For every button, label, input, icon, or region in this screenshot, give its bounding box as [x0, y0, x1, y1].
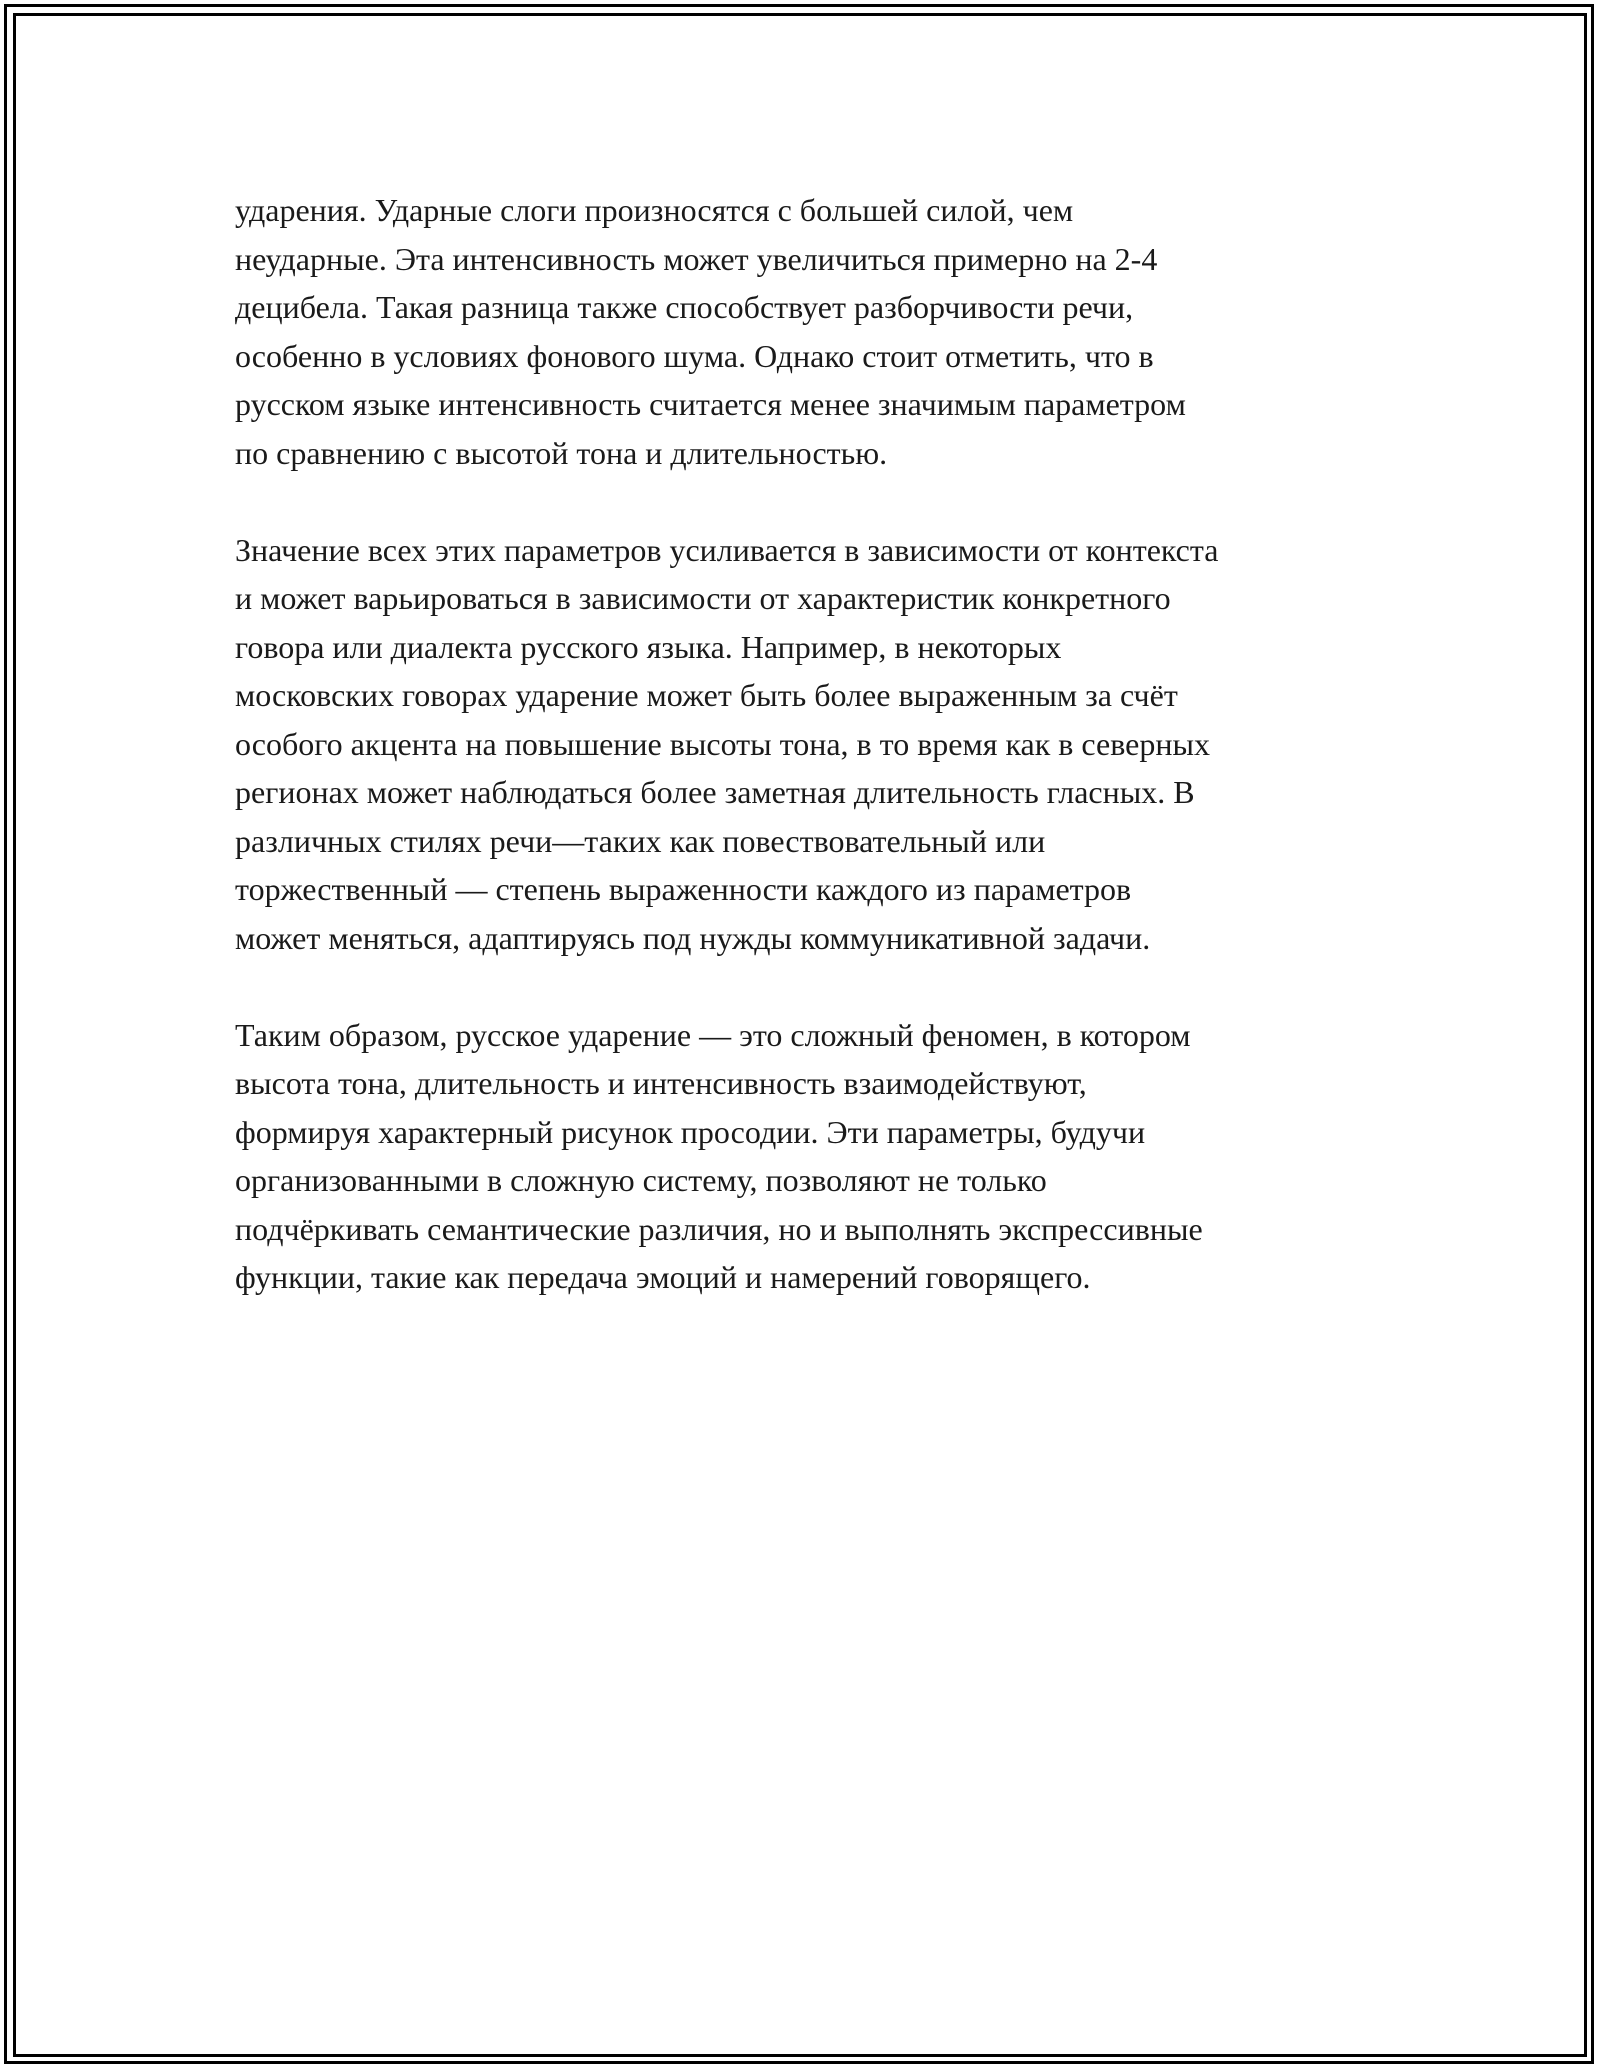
paragraph-intensity: ударения. Ударные слоги произносятся с большей силой, чем неударные. Эта интенсивность может увеличиться примерно на 2-4 децибела. Такая разница также способствует разборчивости речи, особенно в условиях фонового шума. Однако стоит отметить, что в русском языке интенсивность считается менее значимым параметром по сравнению с высотой тона и длительностью.	[235, 192, 1186, 471]
document-body	[235, 186, 1385, 1350]
paragraph-context: Значение всех этих параметров усиливается в зависимости от контекста и может варьироваться в зависимости от характеристик конкретного говора или диалекта русского языка. Например, в некоторых московских говорах ударение может быть более выраженным за счёт особого акцента на повышение высоты тона, в то время как в северных регионах может наблюдаться более заметная длительность гласных. В различных стилях речи—таких как повествовательный или торжественный — степень выраженности каждого из параметров может меняться, адаптируясь под нужды коммуникативной задачи.	[235, 531, 1219, 956]
paragraph-conclusion: Таким образом, русское ударение — это сложный феномен, в котором высота тона, длительность и интенсивность взаимодействуют, формируя характерный рисунок просодии. Эти параметры, будучи организованными в сложную систему, позволяют не только подчёркивать семантические различия, но и выполнять экспрессивные функции, такие как передача эмоций и намерений говорящего.	[235, 1016, 1203, 1295]
